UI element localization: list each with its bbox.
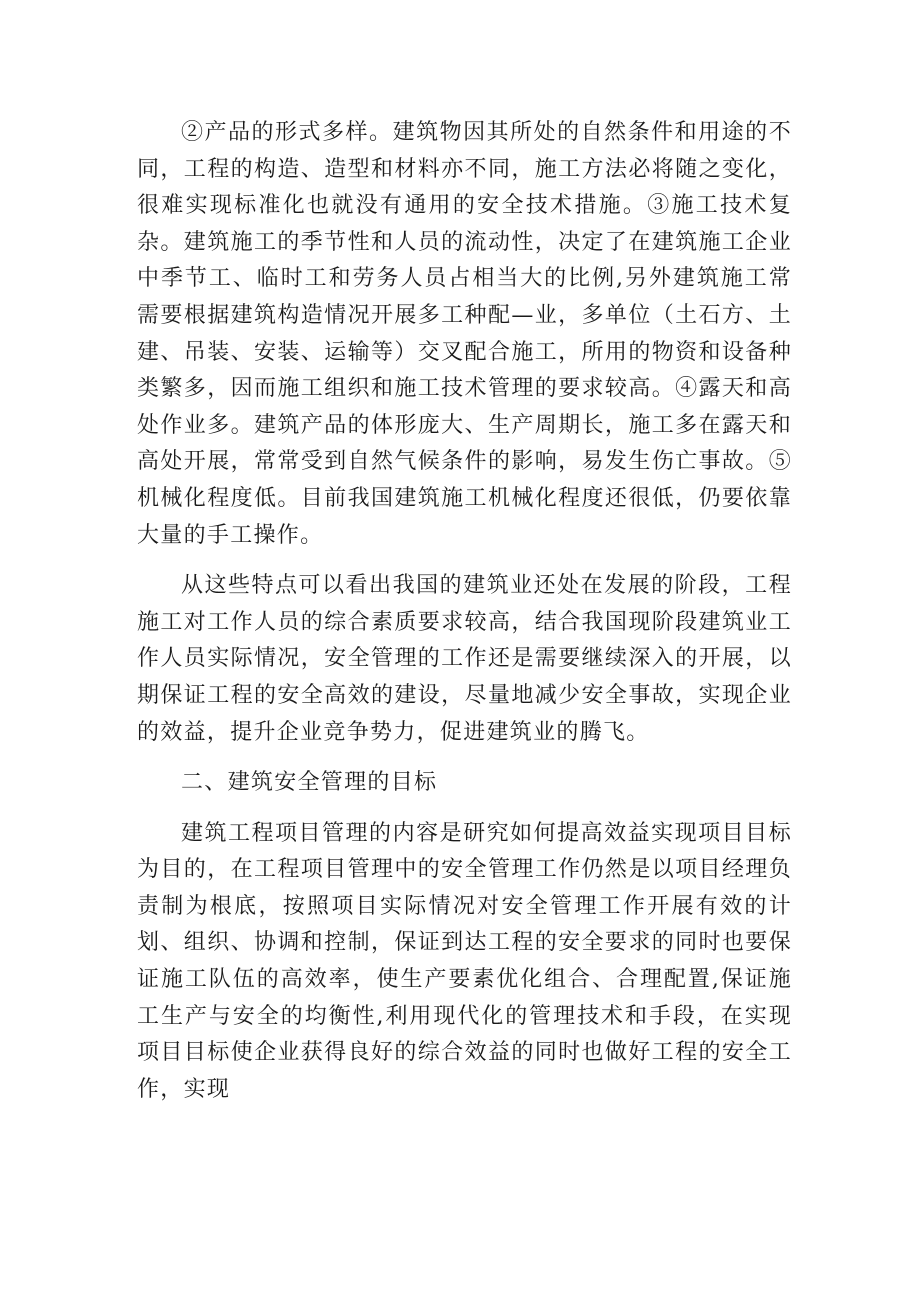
paragraph-project-management: 建筑工程项目管理的内容是研究如何提高效益实现项目目标为目的，在工程项目管理中的安全管理工作仍然是以项目经理负责制为根底，按照项目实际情况对安全管理工作开展有效的计划、组织、协调和控制，保证到达工程的安全要求的同时也要保证施工队伍的高效率，使生产要素优化组合、合理配置,保证施工生产与安全的均衡性,利用现代化的管理技术和手段，在实现项目目标使企业获得良好的综合效益的同时也做好工程的安全工作，实现 — [137, 820, 792, 1102]
paragraph-industry-development: 从这些特点可以看出我国的建筑业还处在发展的阶段，工程施工对工作人员的综合素质要求较高，结合我国现阶段建筑业工作人员实际情况，安全管理的工作还是需要继续深入的开展，以期保证工程的安全高效的建设，尽量地减少安全事故，实现企业的效益，提升企业竞争势力，促进建筑业的腾飞。 — [137, 573, 792, 745]
document-page — [137, 115, 792, 1108]
section-heading-safety-goals: 二、建筑安全管理的目标 — [181, 770, 438, 796]
paragraph-product-characteristics: ②产品的形式多样。建筑物因其所处的自然条件和用途的不同，工程的构造、造型和材料亦不同，施工方法必将随之变化，很难实现标准化也就没有通用的安全技术措施。③施工技术复杂。建筑施工的季节性和人员的流动性，决定了在建筑施工企业中季节工、临时工和劳务人员占相当大的比例,另外建筑施工常需要根据建筑构造情况开展多工种配—业，多单位（土石方、土建、吊装、安装、运输等）交叉配合施工，所用的物资和设备种类繁多，因而施工组织和施工技术管理的要求较高。④露天和高处作业多。建筑产品的体形庞大、生产周期长，施工多在露天和高处开展，常常受到自然气候条件的影响，易发生伤亡事故。⑤机械化程度低。目前我国建筑施工机械化程度还很低，仍要依靠大量的手工操作。 — [137, 120, 792, 548]
